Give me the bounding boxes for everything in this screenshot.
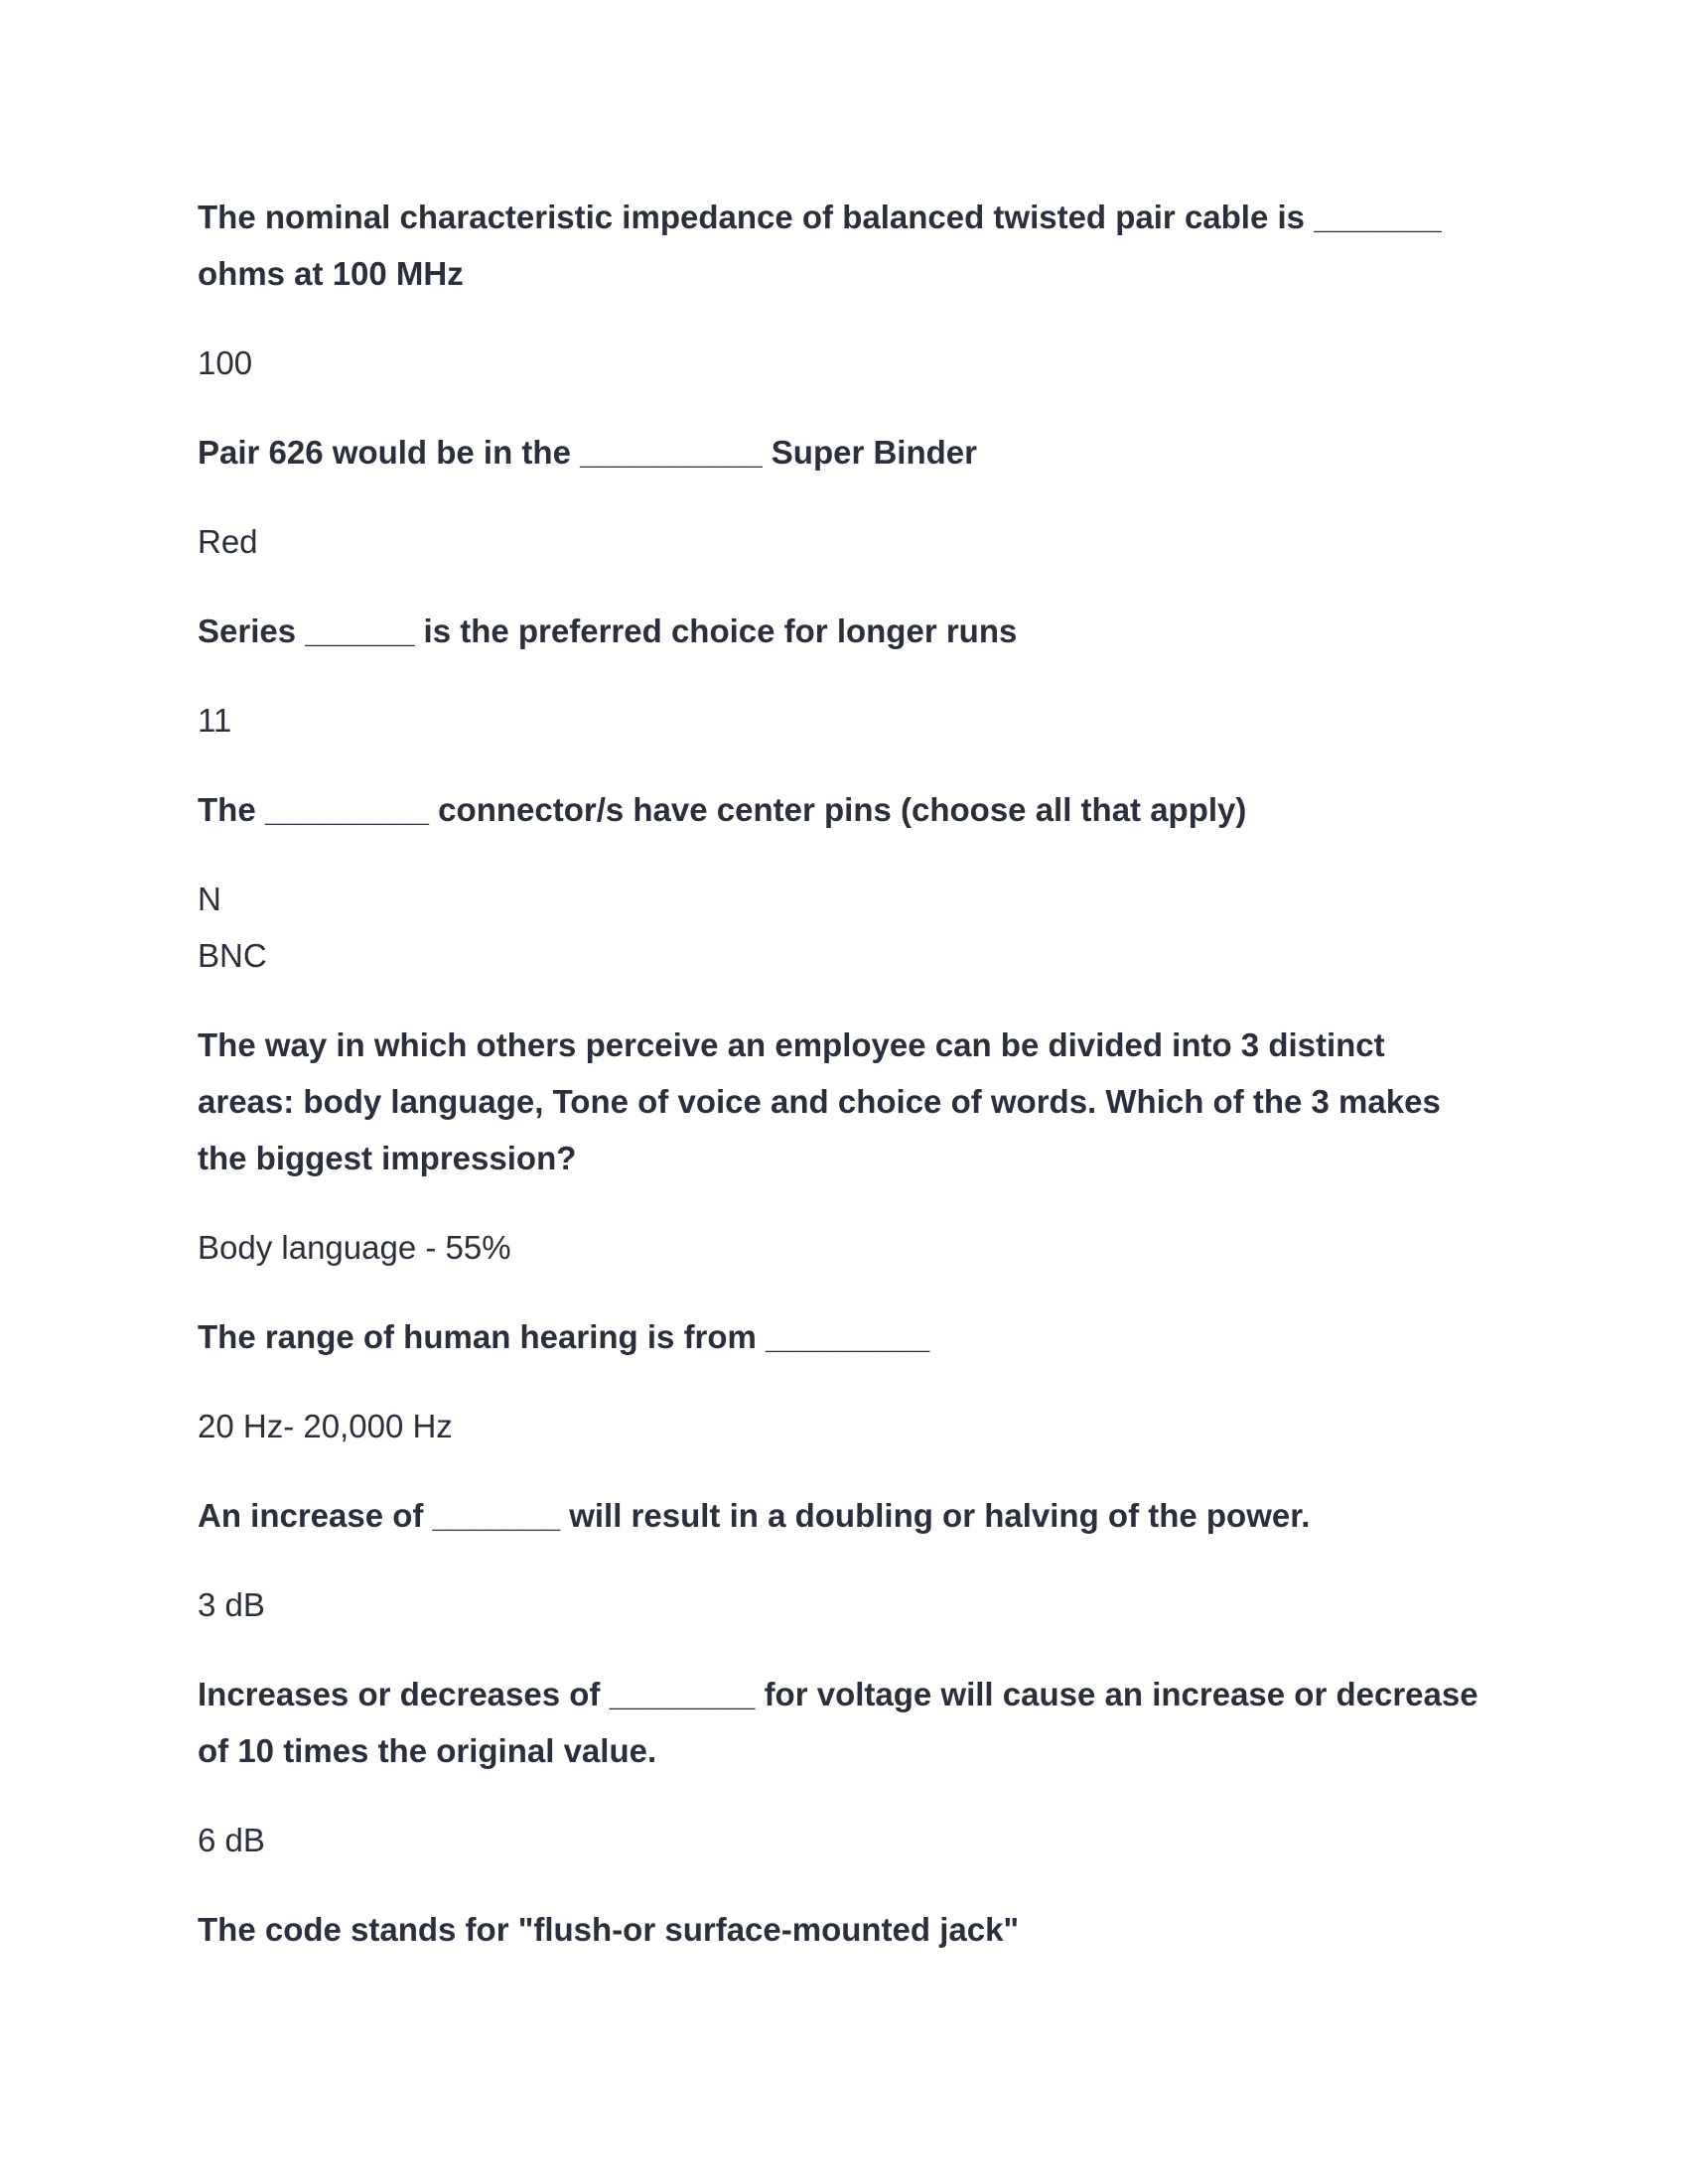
answer-line: 3 dB — [198, 1586, 265, 1623]
question-6: The range of human hearing is from _________ — [198, 1318, 930, 1355]
answer-5 — [198, 1219, 1478, 1276]
question-5: The way in which others perceive an employee can be divided into 3 distinct areas: body language, Tone of voice and choice of words. Which of the 3 makes the biggest impression? — [198, 1026, 1441, 1176]
answer-2 — [198, 513, 1478, 570]
question-9: The code stands for "flush-or surface-mounted jack" — [198, 1911, 1020, 1948]
question-7: An increase of _______ will result in a doubling or halving of the power. — [198, 1497, 1311, 1534]
answer-line: 100 — [198, 344, 253, 381]
answer-line: 11 — [198, 702, 232, 739]
answer-8 — [198, 1812, 1478, 1868]
answer-6 — [198, 1398, 1478, 1454]
answer-line: Red — [198, 523, 258, 560]
answer-3 — [198, 692, 1478, 749]
answer-4 — [198, 871, 1478, 984]
question-3: Series ______ is the preferred choice for longer runs — [198, 613, 1018, 649]
answer-7 — [198, 1576, 1478, 1633]
answer-line: BNC — [198, 937, 267, 974]
question-2: Pair 626 would be in the __________ Super Binder — [198, 434, 977, 471]
answer-1 — [198, 335, 1478, 391]
question-8: Increases or decreases of ________ for voltage will cause an increase or decrease of 10 times the original value. — [198, 1676, 1478, 1769]
answer-line: Body language - 55% — [198, 1229, 511, 1266]
question-4: The _________ connector/s have center pins (choose all that apply) — [198, 791, 1247, 828]
answer-line: 20 Hz- 20,000 Hz — [198, 1408, 453, 1444]
document-page — [198, 189, 1478, 1990]
answer-line: N — [198, 881, 221, 917]
question-1: The nominal characteristic impedance of balanced twisted pair cable is _______ ohms at 100 MHz — [198, 199, 1442, 292]
answer-line: 6 dB — [198, 1822, 265, 1858]
